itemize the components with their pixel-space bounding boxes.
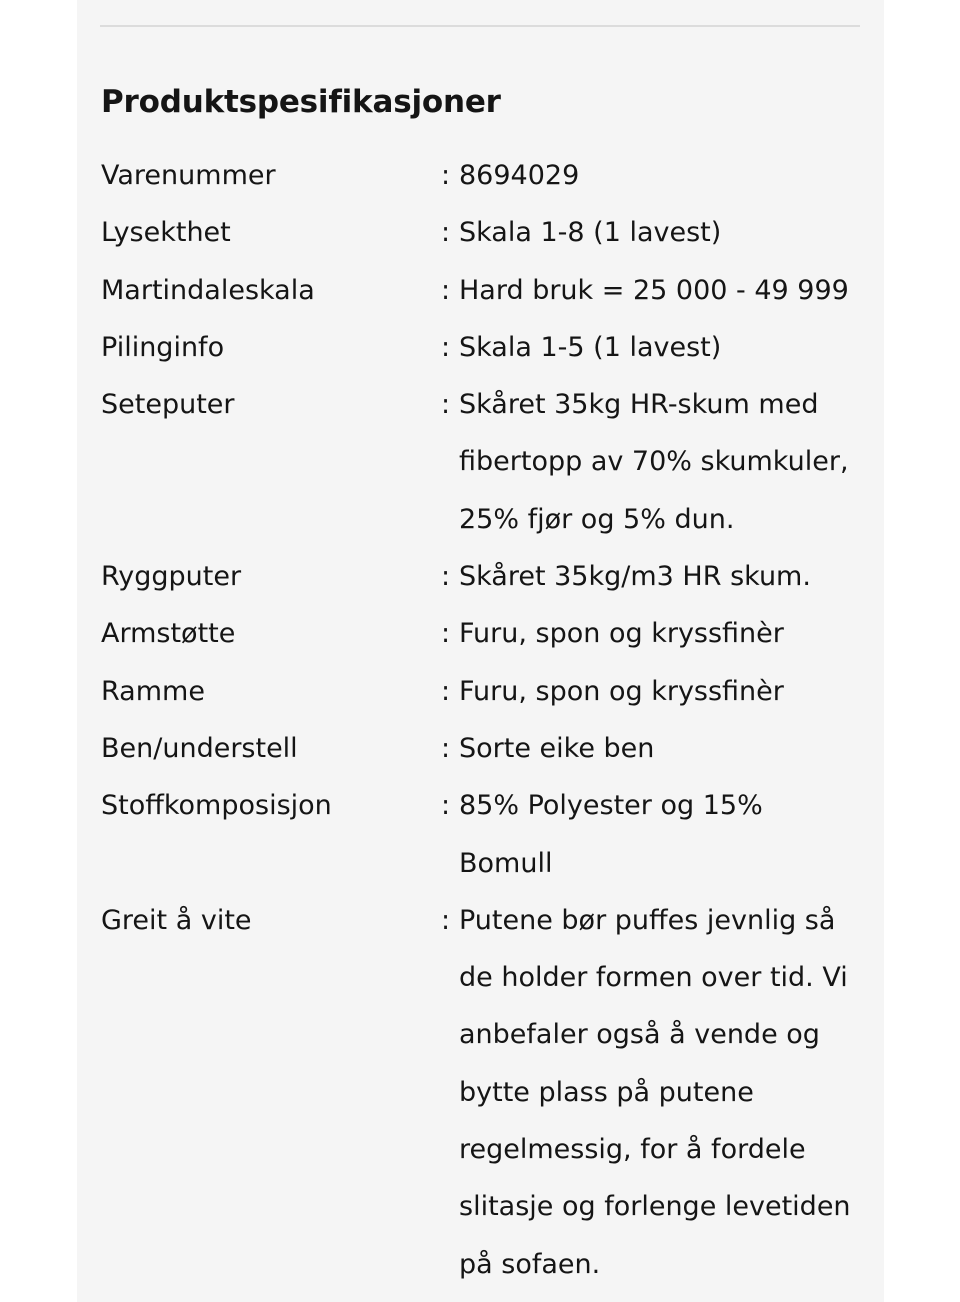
spec-value-line: på sofaen.	[459, 1248, 601, 1280]
spec-value-line: fibertopp av 70% skumkuler,	[459, 446, 849, 478]
spec-row	[101, 147, 861, 204]
spec-row	[101, 548, 861, 605]
spec-value-line: Skala 1-8 (1 lavest)	[459, 217, 722, 249]
spec-value-line: Furu, spon og kryssfinèr	[459, 675, 784, 707]
spec-label: Ryggputer	[101, 561, 242, 593]
spec-value	[459, 605, 859, 662]
spec-value	[459, 720, 859, 777]
spec-value-line: Sorte eike ben	[459, 732, 655, 764]
spec-value-line: 8694029	[459, 160, 580, 191]
spec-value-line: slitasje og forlenge levetiden	[459, 1191, 851, 1223]
spec-value	[459, 663, 859, 720]
spec-separator: :	[441, 904, 451, 936]
spec-list	[101, 147, 861, 1293]
section-divider	[100, 25, 860, 27]
spec-value-line: anbefaler også å vende og	[459, 1019, 820, 1051]
spec-separator: :	[441, 160, 451, 191]
spec-label: Ramme	[101, 675, 205, 707]
spec-row	[101, 204, 861, 261]
spec-separator: :	[441, 274, 451, 306]
spec-row	[101, 720, 861, 777]
spec-label: Armstøtte	[101, 618, 236, 650]
spec-value-line: Skåret 35kg/m3 HR skum.	[459, 561, 811, 593]
spec-value-line: de holder formen over tid. Vi	[459, 962, 848, 994]
spec-row	[101, 376, 861, 548]
spec-label: Seteputer	[101, 389, 235, 421]
spec-value	[459, 204, 859, 261]
spec-row	[101, 319, 861, 376]
spec-row	[101, 262, 861, 319]
spec-value	[459, 147, 859, 204]
spec-value-line: Furu, spon og kryssfinèr	[459, 618, 784, 650]
spec-label: Pilinginfo	[101, 331, 225, 363]
spec-value-line: Skala 1-5 (1 lavest)	[459, 331, 722, 363]
spec-row	[101, 605, 861, 662]
spec-label: Martindaleskala	[101, 274, 315, 306]
spec-value	[459, 376, 859, 548]
spec-value	[459, 319, 859, 376]
spec-value	[459, 548, 859, 605]
spec-separator: :	[441, 389, 451, 421]
spec-separator: :	[441, 331, 451, 363]
spec-separator: :	[441, 561, 451, 593]
spec-label: Stoffkomposisjon	[101, 790, 332, 822]
spec-separator: :	[441, 790, 451, 822]
spec-separator: :	[441, 732, 451, 764]
spec-value-line: bytte plass på putene	[459, 1076, 754, 1108]
spec-separator: :	[441, 618, 451, 650]
spec-value	[459, 262, 859, 319]
spec-label: Varenummer	[101, 160, 276, 191]
spec-value-line: Hard bruk = 25 000 - 49 999	[459, 274, 849, 306]
spec-value-line: Bomull	[459, 847, 553, 879]
spec-value	[459, 777, 859, 892]
spec-value-line: Putene bør puffes jevnlig så	[459, 904, 836, 936]
spec-value	[459, 892, 859, 1293]
spec-row	[101, 892, 861, 1293]
spec-separator: :	[441, 217, 451, 249]
spec-value-line: Skåret 35kg HR-skum med	[459, 389, 819, 421]
spec-label: Ben/understell	[101, 732, 298, 764]
spec-value-line: 25% fjør og 5% dun.	[459, 503, 735, 535]
spec-separator: :	[441, 675, 451, 707]
section-title: Produktspesifikasjoner	[101, 84, 501, 120]
spec-label: Greit å vite	[101, 904, 252, 936]
spec-row	[101, 777, 861, 892]
spec-row	[101, 663, 861, 720]
spec-value-line: 85% Polyester og 15%	[459, 790, 763, 822]
spec-value-line: regelmessig, for å fordele	[459, 1134, 806, 1166]
spec-label: Lysekthet	[101, 217, 231, 249]
